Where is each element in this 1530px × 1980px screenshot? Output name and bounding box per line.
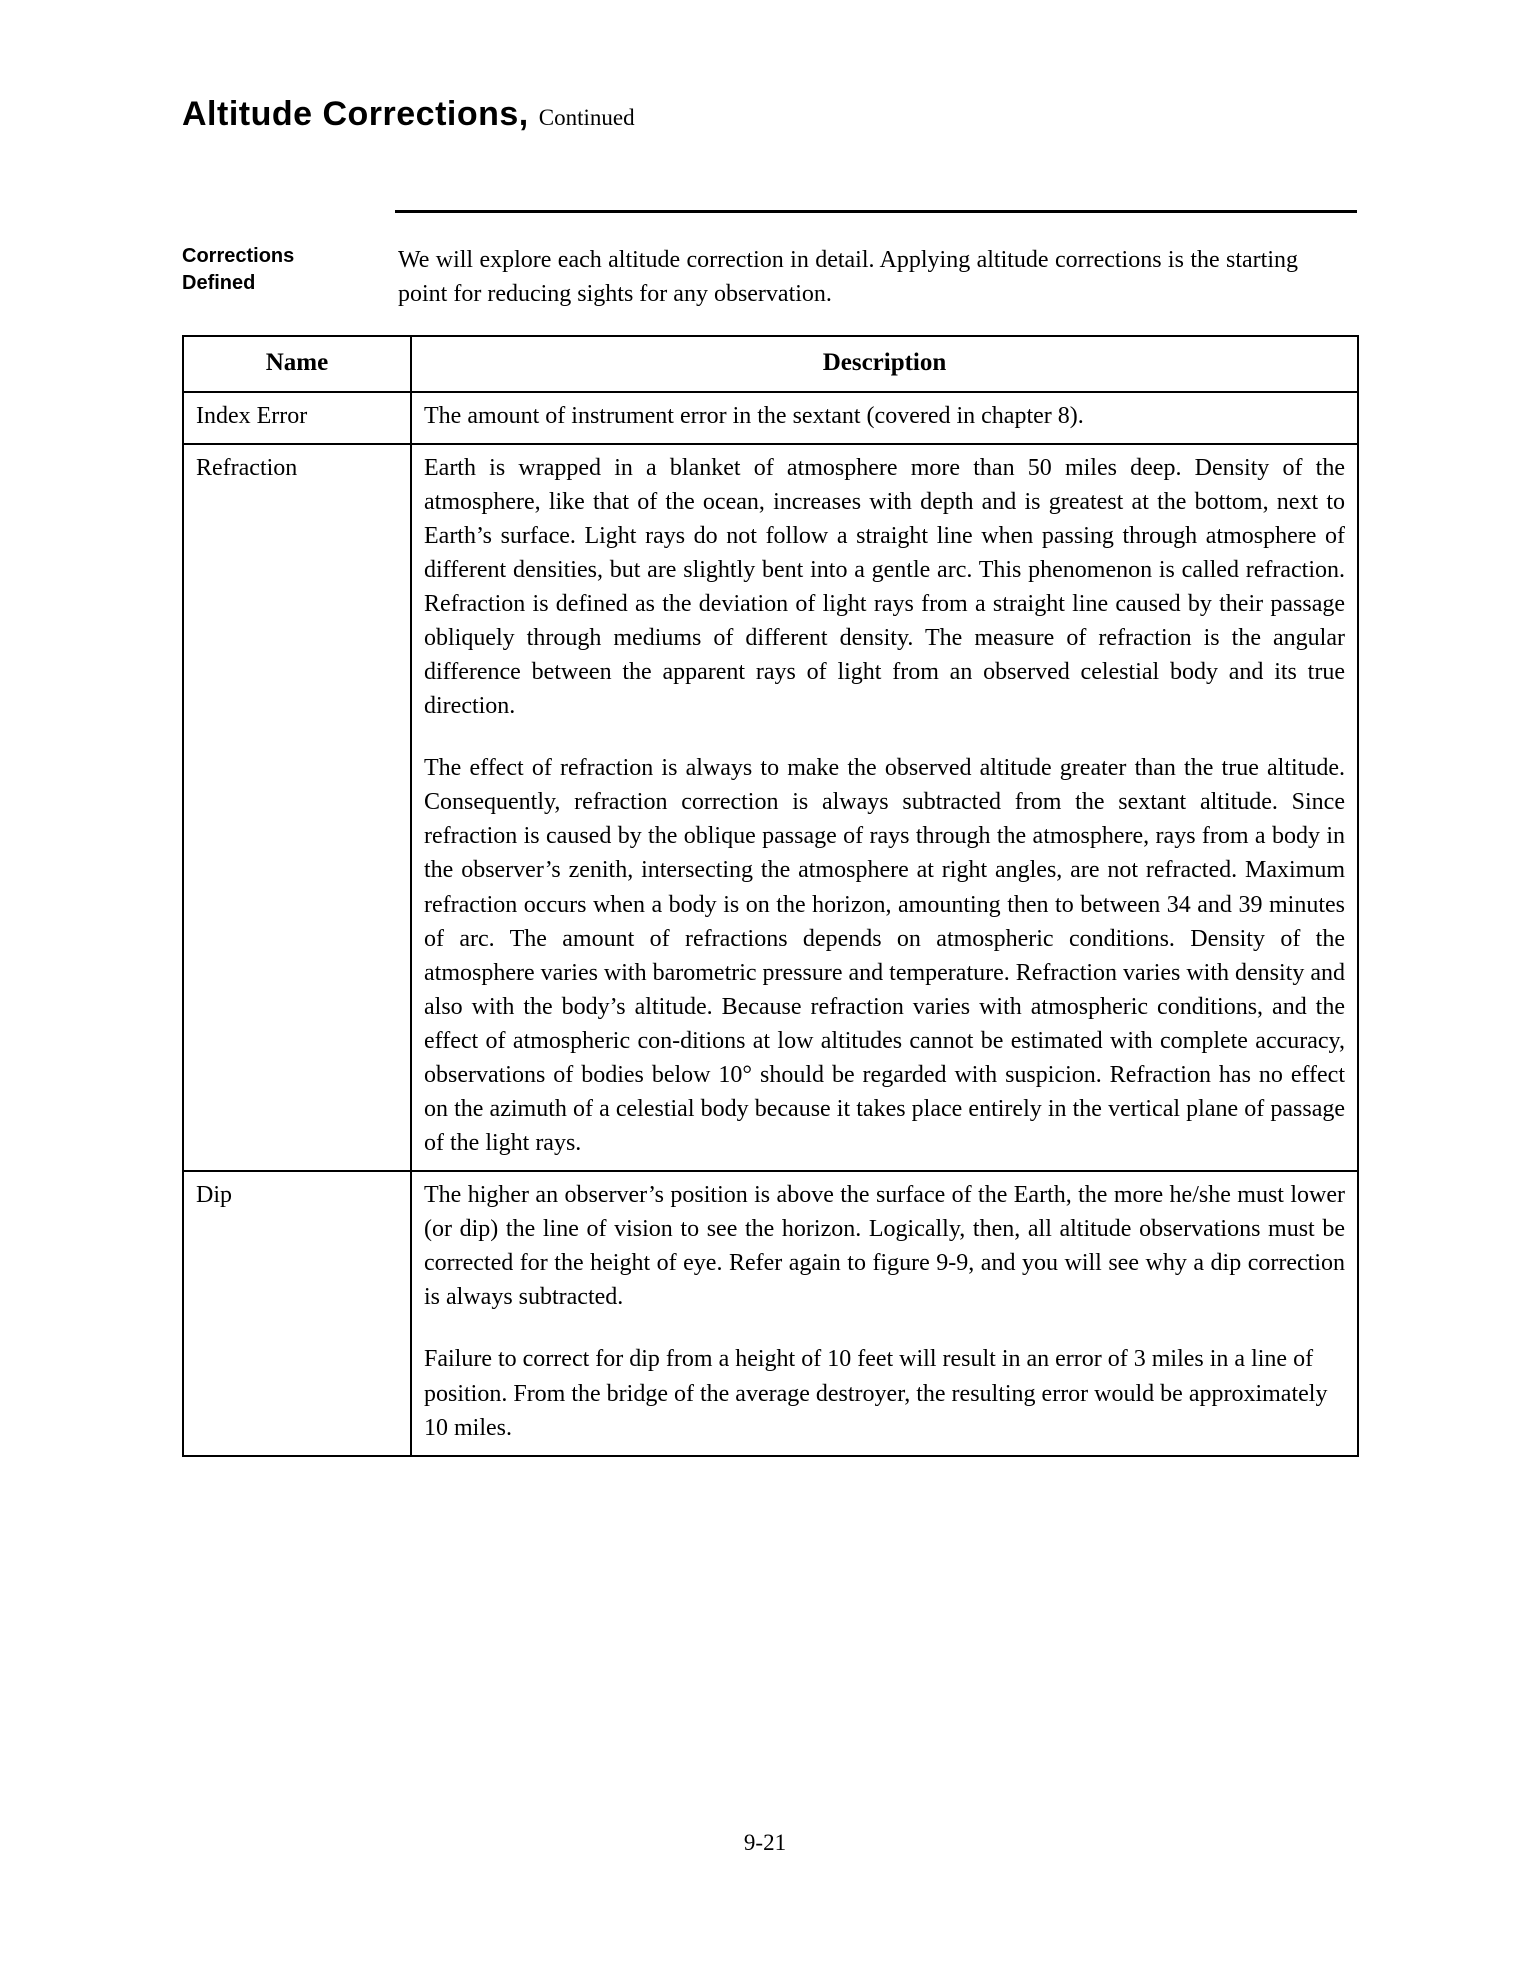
row-name-index-error: Index Error	[183, 392, 411, 444]
row-name-dip: Dip	[183, 1171, 411, 1456]
table-row	[183, 1171, 1358, 1456]
table-header-row	[183, 336, 1358, 392]
column-header-name: Name	[183, 336, 411, 392]
table-row	[183, 444, 1358, 1172]
section-label	[182, 243, 382, 297]
paragraph: Earth is wrapped in a blanket of atmosphere more than 50 miles deep. Density of the atmosphere, like that of the ocean, increases with depth and is greatest at the bottom, next to Earth’s surface. Light rays do not follow a straight line when passing through atmosphere of different densities, but are slightly bent into a gentle arc. This phenomenon is called refraction. Refraction is defined as the deviation of light rays from a straight line caused by their passage obliquely through mediums of different density. The measure of refraction is the angular difference between the apparent rays of light from an observed celestial body and its true direction.	[424, 454, 1345, 720]
section-label-line1: Corrections	[182, 245, 295, 267]
paragraph: The amount of instrument error in the sextant (covered in chapter 8).	[424, 402, 1084, 429]
row-description-dip	[411, 1171, 1358, 1456]
page-number: 9-21	[743, 1830, 787, 1855]
row-description-index-error	[411, 392, 1358, 444]
column-header-description: Description	[411, 336, 1358, 392]
page-title-main: Altitude Corrections,	[182, 95, 529, 133]
corrections-table	[182, 335, 1359, 1457]
section-intro-text: We will explore each altitude correction in detail. Applying altitude corrections is the starting point for reducing sights for any observation.	[398, 247, 1298, 308]
table-row	[183, 392, 1358, 444]
page-title-continued: Continued	[538, 105, 635, 130]
paragraph: The higher an observer’s position is above the surface of the Earth, the more he/she must lower (or dip) the line of vision to see the horizon. Logically, then, all altitude observations must be corrected for the height of eye. Refer again to figure 9-9, and you will see why a dip correction is always subtracted.	[424, 1182, 1345, 1311]
page-title	[182, 95, 635, 134]
section-label-line2: Defined	[182, 272, 256, 294]
header-divider	[395, 210, 1357, 213]
paragraph: The effect of refraction is always to make the observed altitude greater than the true altitude. Consequently, refraction correction is always subtracted from the sextant altitude. Since refraction is caused by the oblique passage of rays through the atmosphere, rays from a body in the observer’s zenith, intersecting the atmosphere at right angles, are not refracted. Maximum refraction occurs when a body is on the horizon, amounting then to between 34 and 39 minutes of arc. The amount of refractions depends on atmospheric conditions. Density of the atmosphere varies with barometric pressure and temperature. Refraction varies with density and also with the body’s altitude. Because refraction varies with atmospheric conditions, and the effect of atmospheric con-ditions at low altitudes cannot be estimated with complete accuracy, observations of bodies below 10° should be regarded with suspicion. Refraction has no effect on the azimuth of a celestial body because it takes place entirely in the vertical plane of passage of the light rays.	[424, 755, 1345, 1157]
paragraph: Failure to correct for dip from a height of 10 feet will result in an error of 3 miles in a line of position. From the bridge of the average destroyer, the resulting error would be approximately 10 miles.	[424, 1346, 1328, 1441]
row-name-refraction: Refraction	[183, 444, 411, 1172]
row-description-refraction	[411, 444, 1358, 1172]
